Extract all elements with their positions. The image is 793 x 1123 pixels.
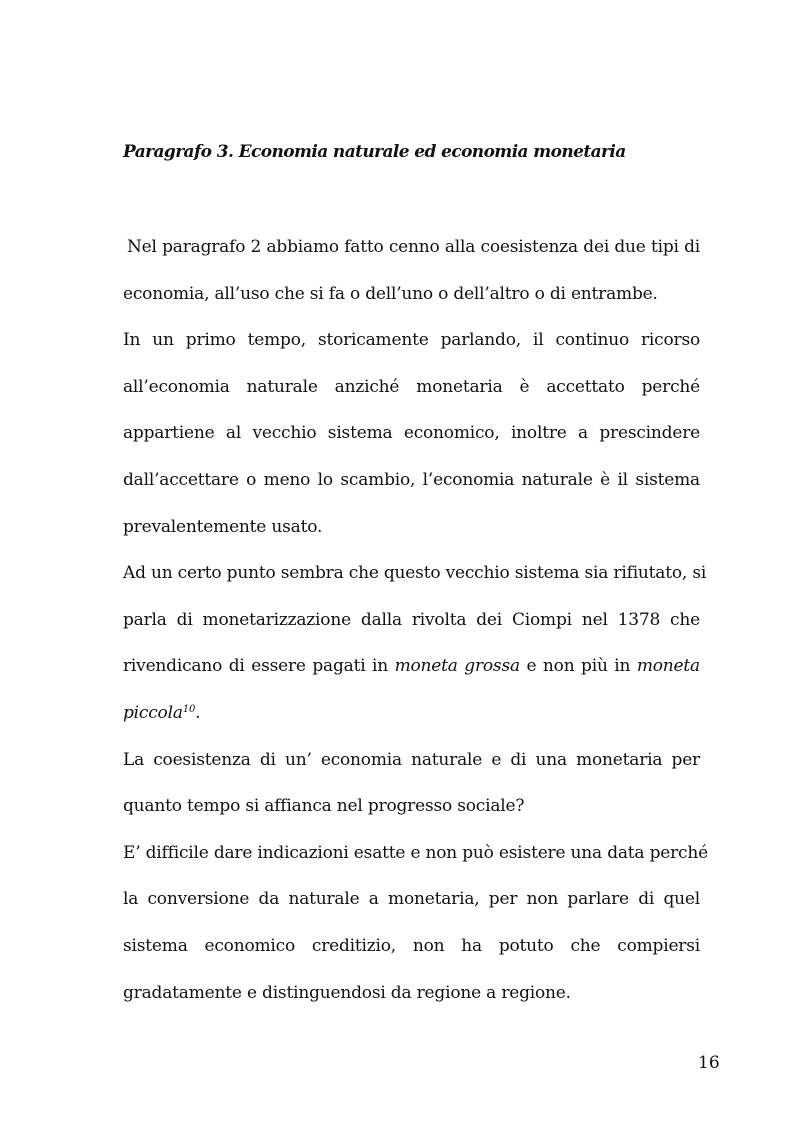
text-line xyxy=(123,690,700,737)
text-line: E’ difficile dare indicazioni esatte e non può esistere una data perché xyxy=(123,842,708,863)
text-line: parla di monetarizzazione dalla rivolta dei Ciompi nel 1378 che xyxy=(123,609,700,630)
text-line: La coesistenza di un’ economia naturale e di una monetaria per xyxy=(123,749,700,770)
text-line: all’economia naturale anziché monetaria è accettato perché xyxy=(123,376,700,397)
text-segment: e non più in xyxy=(519,656,637,677)
italic-term-moneta: moneta xyxy=(636,656,700,677)
text-line: la conversione da naturale a monetaria, per non parlare di quel xyxy=(123,889,700,910)
italic-term-moneta-grossa: moneta grossa xyxy=(394,656,520,677)
italic-term-piccola: piccola xyxy=(123,702,183,723)
body-text xyxy=(123,224,708,1016)
text-segment: rivendicano di essere pagati in xyxy=(123,656,395,677)
text-line: economia, all’uso che si fa o dell’uno o dell’altro o di entrambe. xyxy=(123,283,658,304)
text-line: In un primo tempo, storicamente parlando, il continuo ricorso xyxy=(123,330,700,351)
footnote-reference[interactable]: 10 xyxy=(182,703,196,715)
text-line: prevalentemente usato. xyxy=(123,516,323,537)
text-line: dall’accettare o meno lo scambio, l’economia naturale è il sistema xyxy=(123,469,700,490)
text-line: quanto tempo si affianca nel progresso sociale? xyxy=(123,796,525,817)
text-line: sistema economico creditizio, non ha potuto che compiersi xyxy=(123,935,700,956)
text-line: Ad un certo punto sembra che questo vecchio sistema sia rifiutato, si xyxy=(123,563,707,584)
section-heading: Paragrafo 3. Economia naturale ed economia monetaria xyxy=(123,142,626,162)
page-number: 16 xyxy=(698,1053,720,1073)
text-line: gradatamente e distinguendosi da regione a regione. xyxy=(123,982,571,1003)
text-line: Nel paragrafo 2 abbiamo fatto cenno alla coesistenza dei due tipi di xyxy=(127,237,700,257)
text-line: appartiene al vecchio sistema economico, inoltre a prescindere xyxy=(123,423,700,444)
text-line xyxy=(123,643,700,690)
text-segment: . xyxy=(195,702,201,723)
